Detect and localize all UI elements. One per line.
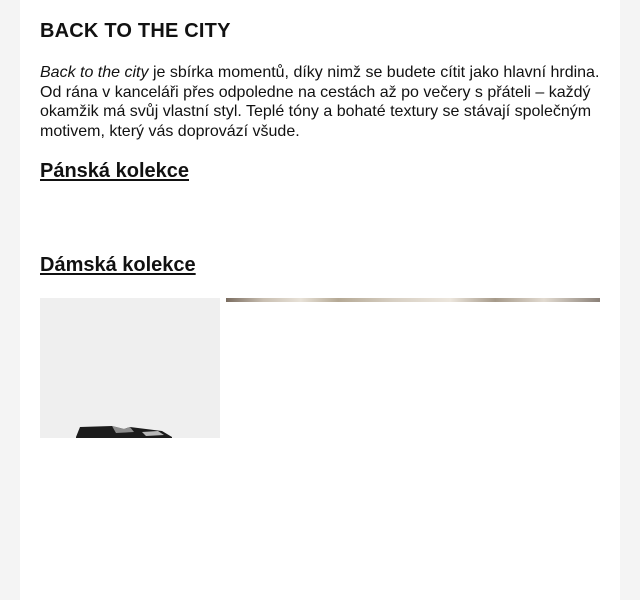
intro-paragraph [40,63,602,141]
email-page [20,0,620,600]
collection-banner-image[interactable] [226,298,600,302]
shoe-product-image[interactable] [40,298,220,438]
intro-emphasis: Back to the city [40,64,149,81]
shoe-icon [72,423,172,438]
page-title: BACK TO THE CITY [40,20,231,42]
womens-collection-link[interactable]: Dámská kolekce [40,254,196,276]
mens-collection-link[interactable]: Pánská kolekce [40,160,189,182]
intro-text: je sbírka momentů, díky nimž se budete cítit jako hlavní hrdina. Od rána v kanceláři přes odpoledne na cestách až po večery s přáteli – každý okamžik má svůj vlastní styl. Teplé tóny a bohaté textury se stávají společným motivem, který vás doprovází všude. [40,64,600,140]
